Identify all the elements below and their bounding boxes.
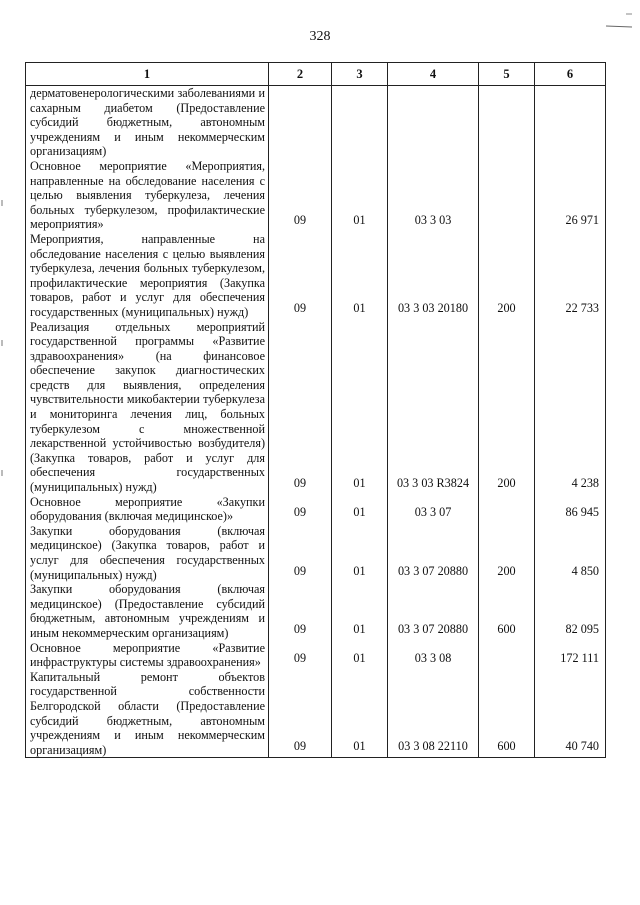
table-row xyxy=(26,670,606,758)
row-target-code xyxy=(388,86,479,159)
row-amount xyxy=(535,86,606,159)
row-subsection: 01 xyxy=(332,232,388,320)
row-expense-type xyxy=(479,86,535,159)
table-row xyxy=(26,641,606,670)
row-subsection: 01 xyxy=(332,670,388,758)
budget-table-container xyxy=(25,62,605,758)
row-name: Основное мероприятие «Мероприятия, направленные на обследование населения с целью выявления туберкулеза, лечения больных туберкулезом, профилактические мероприятия» xyxy=(26,159,269,232)
row-amount: 22 733 xyxy=(535,232,606,320)
table-header-row xyxy=(26,63,606,86)
table-row xyxy=(26,524,606,582)
row-name: Основное мероприятие «Закупки оборудования (включая медицинское)» xyxy=(26,495,269,524)
row-amount: 4 850 xyxy=(535,524,606,582)
table-row xyxy=(26,320,606,495)
row-section: 09 xyxy=(269,320,332,495)
row-subsection: 01 xyxy=(332,495,388,524)
table-row xyxy=(26,159,606,232)
row-target-code: 03 3 07 20880 xyxy=(388,524,479,582)
row-target-code: 03 3 08 22110 xyxy=(388,670,479,758)
header-col-4: 4 xyxy=(388,63,479,86)
row-amount: 82 095 xyxy=(535,582,606,640)
row-subsection: 01 xyxy=(332,641,388,670)
row-amount: 86 945 xyxy=(535,495,606,524)
row-name: Мероприятия, направленные на обследование населения с целью выявления туберкулеза, лечения больных туберкулезом, профилактические мероприятия (Закупка товаров, работ и услуг для обеспечения государственных (муниципальных) нужд) xyxy=(26,232,269,320)
row-target-code: 03 3 07 20880 xyxy=(388,582,479,640)
row-section: 09 xyxy=(269,582,332,640)
row-expense-type: 200 xyxy=(479,320,535,495)
scan-artifact-icon xyxy=(604,6,634,30)
row-expense-type xyxy=(479,159,535,232)
row-name: дерматовенерологическими заболеваниями и сахарным диабетом (Предоставление субсидий бюджетным, автономным учреждениям и иным некоммерческим организациям) xyxy=(26,86,269,159)
row-subsection: 01 xyxy=(332,582,388,640)
scan-edge-marks-icon xyxy=(0,190,6,490)
row-target-code: 03 3 03 20180 xyxy=(388,232,479,320)
row-name: Реализация отдельных мероприятий государственной программы «Развитие здравоохранения» (на финансовое обеспечение закупок диагностических средств для выявления, определения чувствительности микобактерии туберкулеза и мониторинга лечения лиц, больных туберкулезом с множественной лекарственной устойчивостью возбудителя) (Закупка товаров, работ и услуг для обеспечения государственных (муниципальных) нужд) xyxy=(26,320,269,495)
row-expense-type: 600 xyxy=(479,670,535,758)
row-amount: 4 238 xyxy=(535,320,606,495)
row-expense-type: 200 xyxy=(479,232,535,320)
row-target-code: 03 3 03 xyxy=(388,159,479,232)
row-expense-type xyxy=(479,495,535,524)
row-subsection: 01 xyxy=(332,159,388,232)
row-subsection: 01 xyxy=(332,320,388,495)
budget-table xyxy=(25,62,606,758)
row-amount: 172 111 xyxy=(535,641,606,670)
row-subsection: 01 xyxy=(332,524,388,582)
row-name: Основное мероприятие «Развитие инфраструктуры системы здравоохранения» xyxy=(26,641,269,670)
row-name: Капитальный ремонт объектов государственной собственности Белгородской области (Предоставление субсидий бюджетным, автономным учреждениям и иным некоммерческим организациям) xyxy=(26,670,269,758)
row-expense-type xyxy=(479,641,535,670)
row-amount: 26 971 xyxy=(535,159,606,232)
row-target-code: 03 3 03 R3824 xyxy=(388,320,479,495)
header-col-1: 1 xyxy=(26,63,269,86)
row-section: 09 xyxy=(269,641,332,670)
header-col-5: 5 xyxy=(479,63,535,86)
table-row xyxy=(26,582,606,640)
row-target-code: 03 3 08 xyxy=(388,641,479,670)
row-section: 09 xyxy=(269,495,332,524)
row-section: 09 xyxy=(269,159,332,232)
row-expense-type: 600 xyxy=(479,582,535,640)
row-amount: 40 740 xyxy=(535,670,606,758)
header-col-2: 2 xyxy=(269,63,332,86)
row-subsection xyxy=(332,86,388,159)
header-col-6: 6 xyxy=(535,63,606,86)
row-name: Закупки оборудования (включая медицинское) (Предоставление субсидий бюджетным, автономным учреждениям и иным некоммерческим организациям) xyxy=(26,582,269,640)
row-name: Закупки оборудования (включая медицинское) (Закупка товаров, работ и услуг для обеспечения государственных (муниципальных) нужд) xyxy=(26,524,269,582)
header-col-3: 3 xyxy=(332,63,388,86)
table-row xyxy=(26,495,606,524)
row-section: 09 xyxy=(269,524,332,582)
row-section: 09 xyxy=(269,670,332,758)
row-section: 09 xyxy=(269,232,332,320)
table-row xyxy=(26,86,606,159)
page-number: 328 xyxy=(309,29,331,44)
table-row xyxy=(26,232,606,320)
row-target-code: 03 3 07 xyxy=(388,495,479,524)
row-expense-type: 200 xyxy=(479,524,535,582)
row-section xyxy=(269,86,332,159)
